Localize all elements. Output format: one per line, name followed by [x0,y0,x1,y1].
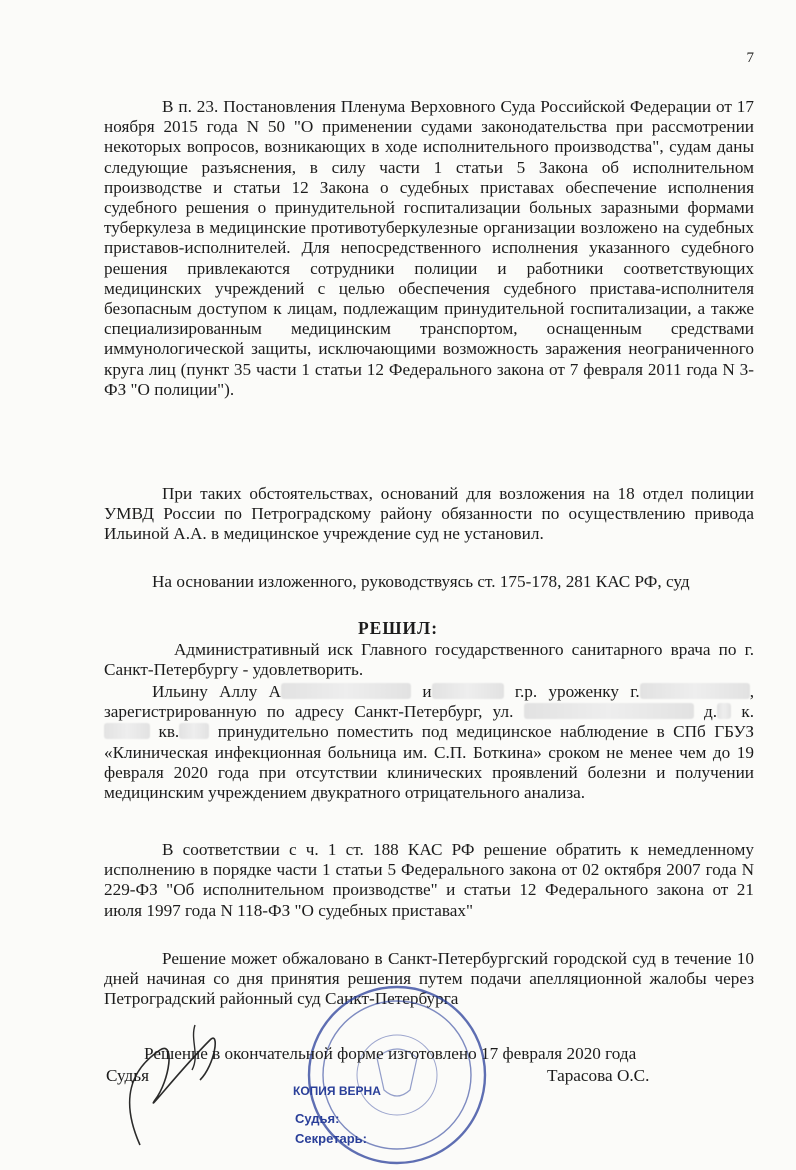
paragraph-basis: На основании изложенного, руководствуясь ст. 175-178, 281 КАС РФ, суд [152,572,690,591]
placement-name: Ильину Аллу А [152,682,282,701]
redacted-street [524,703,694,719]
judge-label: Судья [106,1066,150,1085]
paragraph-placement [104,682,754,803]
placement-conj: и [422,682,432,701]
paragraph-immediate-execution: В соответствии с ч. 1 ст. 188 КАС РФ решение обратить к немедленному исполнению в порядке части 1 статьи 5 Федерального закона от 02 октября 2007 года N 229-ФЗ "Об исполнительном производстве" и статьи 12 Федерального закона от 21 июля 1997 года N 118-ФЗ "О судебных приставах" [104,840,754,920]
judge-name: Тарасова О.С. [547,1066,650,1085]
paragraph-circumstances: При таких обстоятельствах, оснований для возложения на 18 отдел полиции УМВД России по Петроградскому району обязанности по осуществлению привода Ильиной А.А. в медицинское учреждение суд не установил. [104,484,754,544]
redacted-city [640,683,750,699]
decision-heading: РЕШИЛ: [357,618,439,638]
redacted-flat [179,723,209,739]
stamp-judge-line: Судья: [295,1111,340,1126]
redacted-patronymic [281,683,411,699]
redacted-birthdate [432,683,504,699]
placement-building: к. [741,702,755,722]
redacted-building [104,723,150,739]
paragraph-clarification: В п. 23. Постановления Пленума Верховного Суда Российской Федерации от 17 ноября 2015 года N 50 "О применении судами законодательства при рассмотрении некоторых вопросов, возникающих в ходе исполнительного производства", судам даны следующие разъяснения, в силу части 1 статьи 5 Закона об исполнительном производстве и статьи 12 Закона о судебных приставах обеспечение исполнения судебного решения о принудительной госпитализации больных заразными формами туберкулеза в медицинские противотуберкулезные организации возложено на судебных приставов-исполнителей. Для непосредственного исполнения указанного судебного решения привлекаются сотрудники полиции и работники соответствующих медицинских учреждений с целью обеспечения судебного пристава-исполнителя безопасным доступом к лицам, подлежащим принудительной госпитализации, а также специализированным медицинским транспортом, оснащенным средствами иммунологической защиты, исключающими возможность заражения неограниченного круга лиц (пункт 35 части 1 статьи 12 Федерального закона от 7 февраля 2011 года N 3-ФЗ "О полиции"). [104,97,754,399]
paragraph-claim: Административный иск Главного государственного санитарного врача по г. Санкт-Петербургу - удовлетворить. [104,640,754,680]
placement-flat: кв. [158,722,180,742]
page-number: 7 [746,50,754,66]
final-form-date: Решение в окончательной форме изготовлено 17 февраля 2020 года [144,1044,637,1063]
stamp-secretary-line: Секретарь: [295,1131,367,1146]
redacted-house [717,703,731,719]
placement-address: , зарегистрированную по адресу Санкт-Петербург, ул. [104,682,754,722]
placement-house: д. [704,702,718,722]
placement-rest: принудительно поместить под медицинское наблюдение в СПб ГБУЗ «Клиническая инфекционная больница им. С.П. Боткина» сроком не менее чем до 19 февраля 2020 года при отсутствии клинических проявлений болезни и получении медицинским учреждением двукратного отрицательного анализа. [104,722,755,803]
copy-true-stamp: КОПИЯ ВЕРНА [293,1084,381,1098]
placement-born: г.р. уроженку г. [514,682,640,701]
paragraph-appeal: Решение может обжаловано в Санкт-Петербургский городской суд в течение 10 дней начиная со дня принятия решения путем подачи апелляционной жалобы через Петроградский районный суд Санкт-Петербурга [104,949,754,1009]
